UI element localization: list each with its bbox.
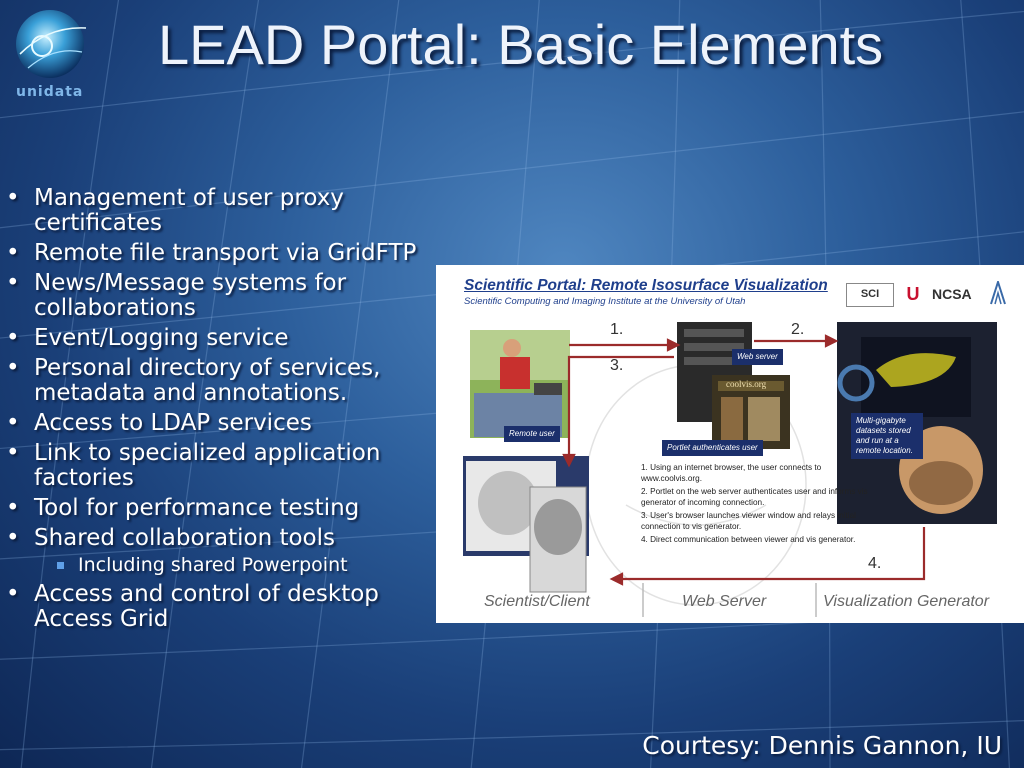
step-description: 2. Portlet on the web server authenticates user and informs vis generator of incoming connection. xyxy=(641,487,868,507)
sub-bullet-text: Including shared Powerpoint xyxy=(78,554,348,576)
steps-list xyxy=(641,463,871,549)
portal-diagram-figure xyxy=(436,265,1024,623)
ncsa-logo: NCSA xyxy=(932,286,972,302)
bullet-dot: • xyxy=(6,325,20,351)
figure-subtitle: Scientific Computing and Imaging Institute at the University of Utah xyxy=(464,296,746,307)
sub-bullet-list xyxy=(34,553,432,577)
client-desktop-screens xyxy=(463,456,589,592)
unidata-logo-text: unidata xyxy=(16,84,84,100)
remote-user-photo xyxy=(470,330,570,438)
bullet-dot: • xyxy=(6,440,20,466)
bullet-item xyxy=(0,356,432,406)
datasets-callout: Multi-gigabyte datasets stored and run at a remote location. xyxy=(851,413,923,459)
bullet-item xyxy=(0,271,432,321)
figure-title: Scientific Portal: Remote Isosurface Visualization xyxy=(464,277,828,294)
lead-triangle-icon xyxy=(990,281,1006,305)
portlet-callout: Portlet authenticates user xyxy=(662,440,763,456)
courtesy-credit: Courtesy: Dennis Gannon, IU xyxy=(642,731,1002,760)
bullet-item xyxy=(0,441,432,491)
sub-bullet-square xyxy=(57,562,64,569)
bullet-dot: • xyxy=(6,185,20,211)
bullet-dot: • xyxy=(6,581,20,607)
bullet-text: Event/Logging service xyxy=(34,325,289,351)
unidata-globe-icon xyxy=(8,6,98,84)
bullet-text: Remote file transport via GridFTP xyxy=(34,240,417,266)
bullet-item xyxy=(0,186,432,236)
slide-title: LEAD Portal: Basic Elements xyxy=(158,13,884,76)
step-description: 1. Using an internet browser, the user connects to www.coolvis.org. xyxy=(641,463,822,483)
step-1-label: 1. xyxy=(610,321,624,338)
utah-logo: U xyxy=(906,284,920,304)
bullet-text: Link to specialized application factories xyxy=(34,440,381,491)
bullet-dot: • xyxy=(6,240,20,266)
step-description: 4. Direct communication between viewer and vis generator. xyxy=(641,535,856,544)
bullet-text: Access to LDAP services xyxy=(34,410,312,436)
step-4-label: 4. xyxy=(868,555,882,572)
bullet-dot: • xyxy=(6,270,20,296)
web-server-callout: Web server xyxy=(732,349,783,365)
bullet-list xyxy=(0,186,432,637)
bullet-text: Management of user proxy certificates xyxy=(34,185,344,236)
unidata-logo xyxy=(8,6,98,100)
sci-logo: SCI xyxy=(846,283,894,307)
bullet-item xyxy=(0,411,432,436)
bullet-dot: • xyxy=(6,525,20,551)
bullet-dot: • xyxy=(6,495,20,521)
bullet-dot: • xyxy=(6,355,20,381)
bullet-item xyxy=(0,526,432,577)
bullet-text: News/Message systems for collaborations xyxy=(34,270,347,321)
column-label-client: Scientist/Client xyxy=(484,593,590,610)
step-2-label: 2. xyxy=(791,321,805,338)
bullet-item xyxy=(0,241,432,266)
bullet-text: Personal directory of services, metadata and annotations. xyxy=(34,355,381,406)
step-description: 3. User's browser launches viewer window and relays initial connection to vis generator. xyxy=(641,511,856,531)
bullet-text: Access and control of desktop Access Grid xyxy=(34,581,379,632)
step-3-label: 3. xyxy=(610,357,624,374)
bullet-text: Shared collaboration tools xyxy=(34,525,335,551)
coolvis-screen-text: coolvis.org xyxy=(726,379,767,389)
remote-user-callout: Remote user xyxy=(504,426,560,442)
sub-bullet-item xyxy=(34,553,432,577)
column-label-vis-generator: Visualization Generator xyxy=(823,593,990,610)
bullet-dot: • xyxy=(6,410,20,436)
bullet-text: Tool for performance testing xyxy=(34,495,360,521)
bullet-item xyxy=(0,496,432,521)
bullet-item xyxy=(0,582,432,632)
bullet-item xyxy=(0,326,432,351)
column-label-web-server: Web Server xyxy=(682,593,767,610)
